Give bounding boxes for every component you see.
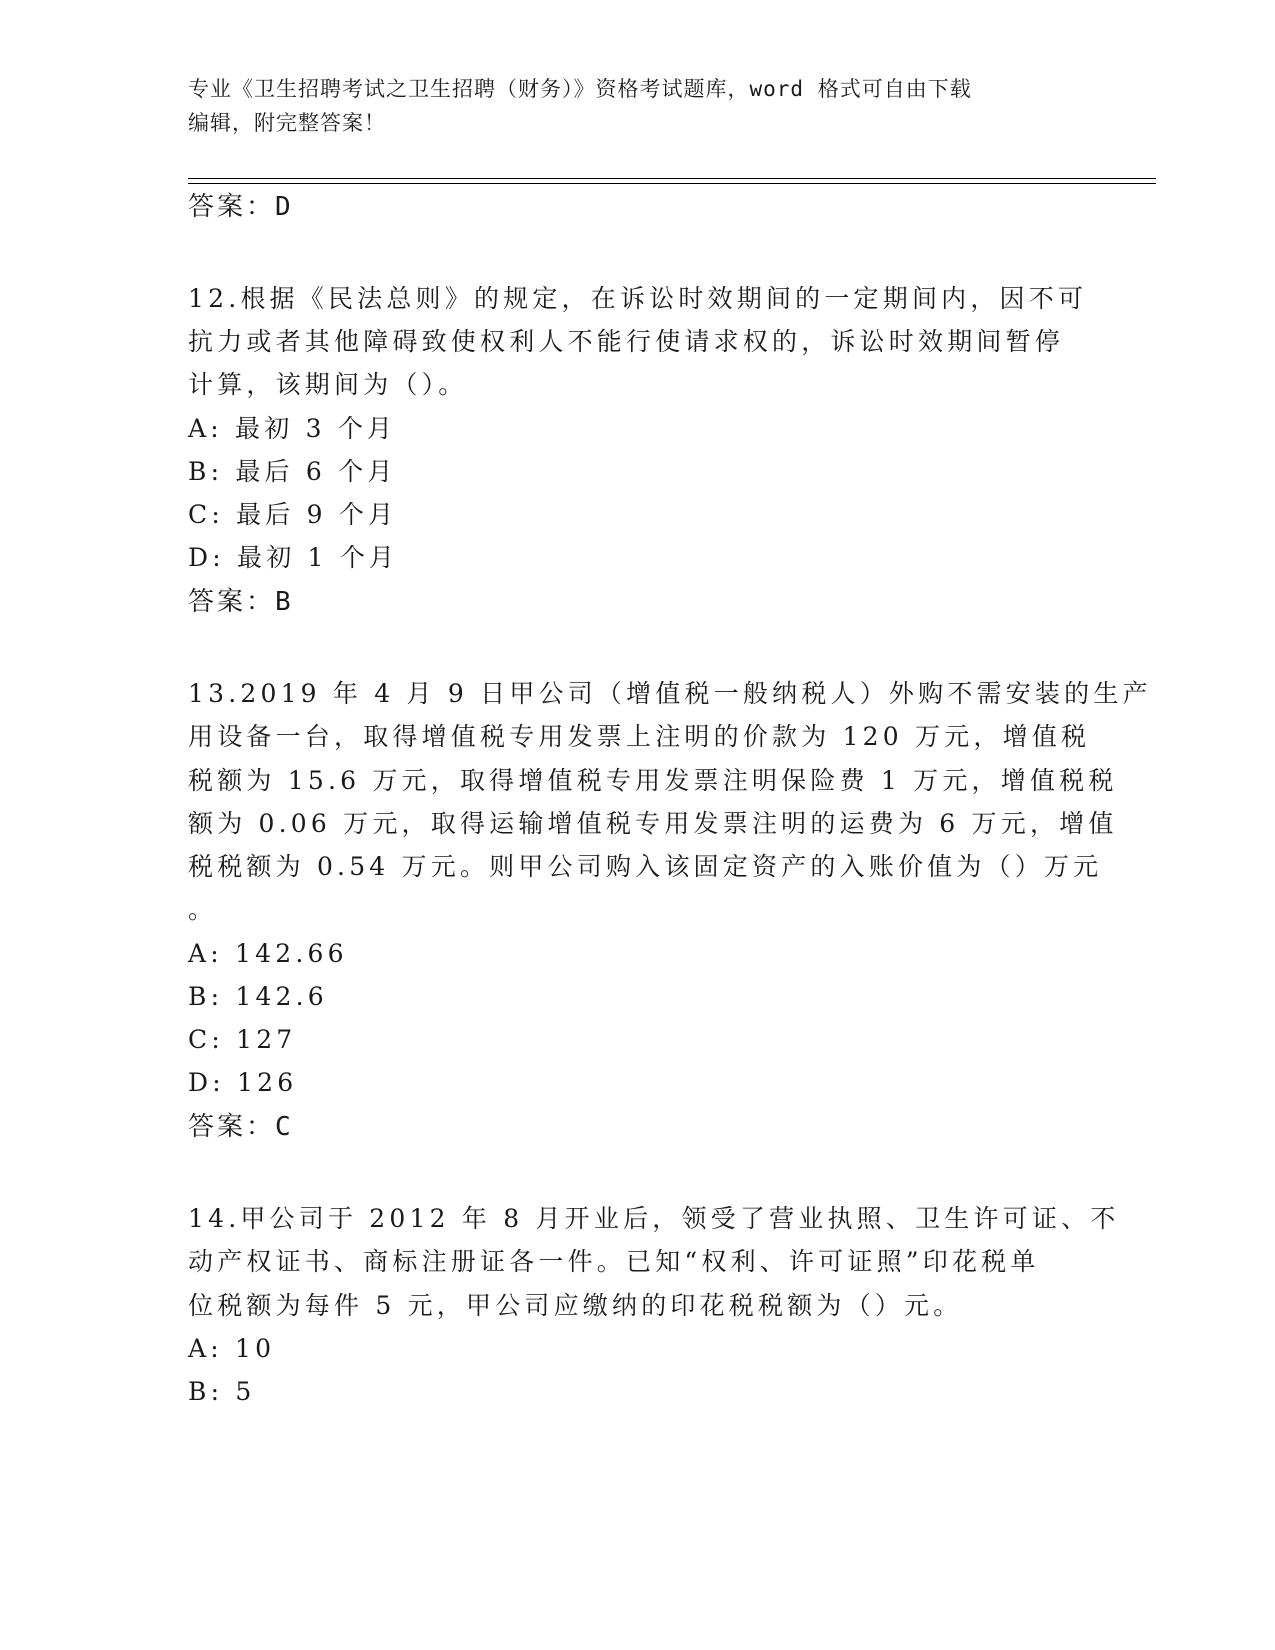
q12-option-a: A: 最初 3 个月 [188,414,397,443]
header-line-1: 专业《卫生招聘考试之卫生招聘（财务）》资格考试题库，word 格式可自由下载 [188,77,972,101]
header-divider-bottom [188,183,1156,184]
q13-answer: 答案：C [188,1112,294,1142]
q13-stem-line-6: 。 [188,895,218,924]
q14-option-a: A: 10 [188,1334,276,1363]
q13-stem-line-1: 13.2019 年 4 月 9 日甲公司（增值税一般纳税人）外购不需安装的生产 [188,679,1152,708]
q12-stem-line-2: 抗力或者其他障碍致使权利人不能行使请求权的，诉讼时效期间暂停 [188,327,1065,356]
q12-option-b: B: 最后 6 个月 [188,457,397,486]
q14-stem-line-2: 动产权证书、商标注册证各一件。已知“权利、许可证照”印花税单 [188,1247,1040,1276]
q13-stem-line-3: 税额为 15.6 万元，取得增值税专用发票注明保险费 1 万元，增值税税 [188,766,1118,795]
q12-stem-line-3: 计算，该期间为（）。 [188,370,468,399]
q13-option-d: D: 126 [188,1068,298,1097]
q14-stem-line-1: 14.甲公司于 2012 年 8 月开业后，领受了营业执照、卫生许可证、不 [188,1204,1120,1233]
q13-stem-line-4: 额为 0.06 万元，取得运输增值税专用发票注明的运费为 6 万元，增值 [188,809,1118,838]
header-divider-top [188,178,1156,179]
q13-option-b: B: 142.6 [188,982,328,1011]
q13-option-c: C: 127 [188,1025,297,1054]
q13-stem-line-5: 税税额为 0.54 万元。则甲公司购入该固定资产的入账价值为（）万元 [188,852,1103,881]
header-line-2: 编辑，附完整答案！ [188,111,386,135]
previous-answer: 答案：D [188,192,294,222]
q12-option-d: D: 最初 1 个月 [188,543,399,572]
q14-stem-line-3: 位税额为每件 5 元，甲公司应缴纳的印花税税额为（）元。 [188,1291,963,1320]
q14-option-b: B: 5 [188,1377,256,1406]
q13-option-a: A: 142.66 [188,939,348,968]
document-header [188,72,1068,140]
q12-answer: 答案：B [188,587,294,617]
q13-stem-line-2: 用设备一台，取得增值税专用发票上注明的价款为 120 万元，增值税 [188,722,1091,751]
q12-option-c: C: 最后 9 个月 [188,500,398,529]
q12-stem-line-1: 12.根据《民法总则》的规定，在诉讼时效期间的一定期间内，因不可 [188,284,1088,313]
